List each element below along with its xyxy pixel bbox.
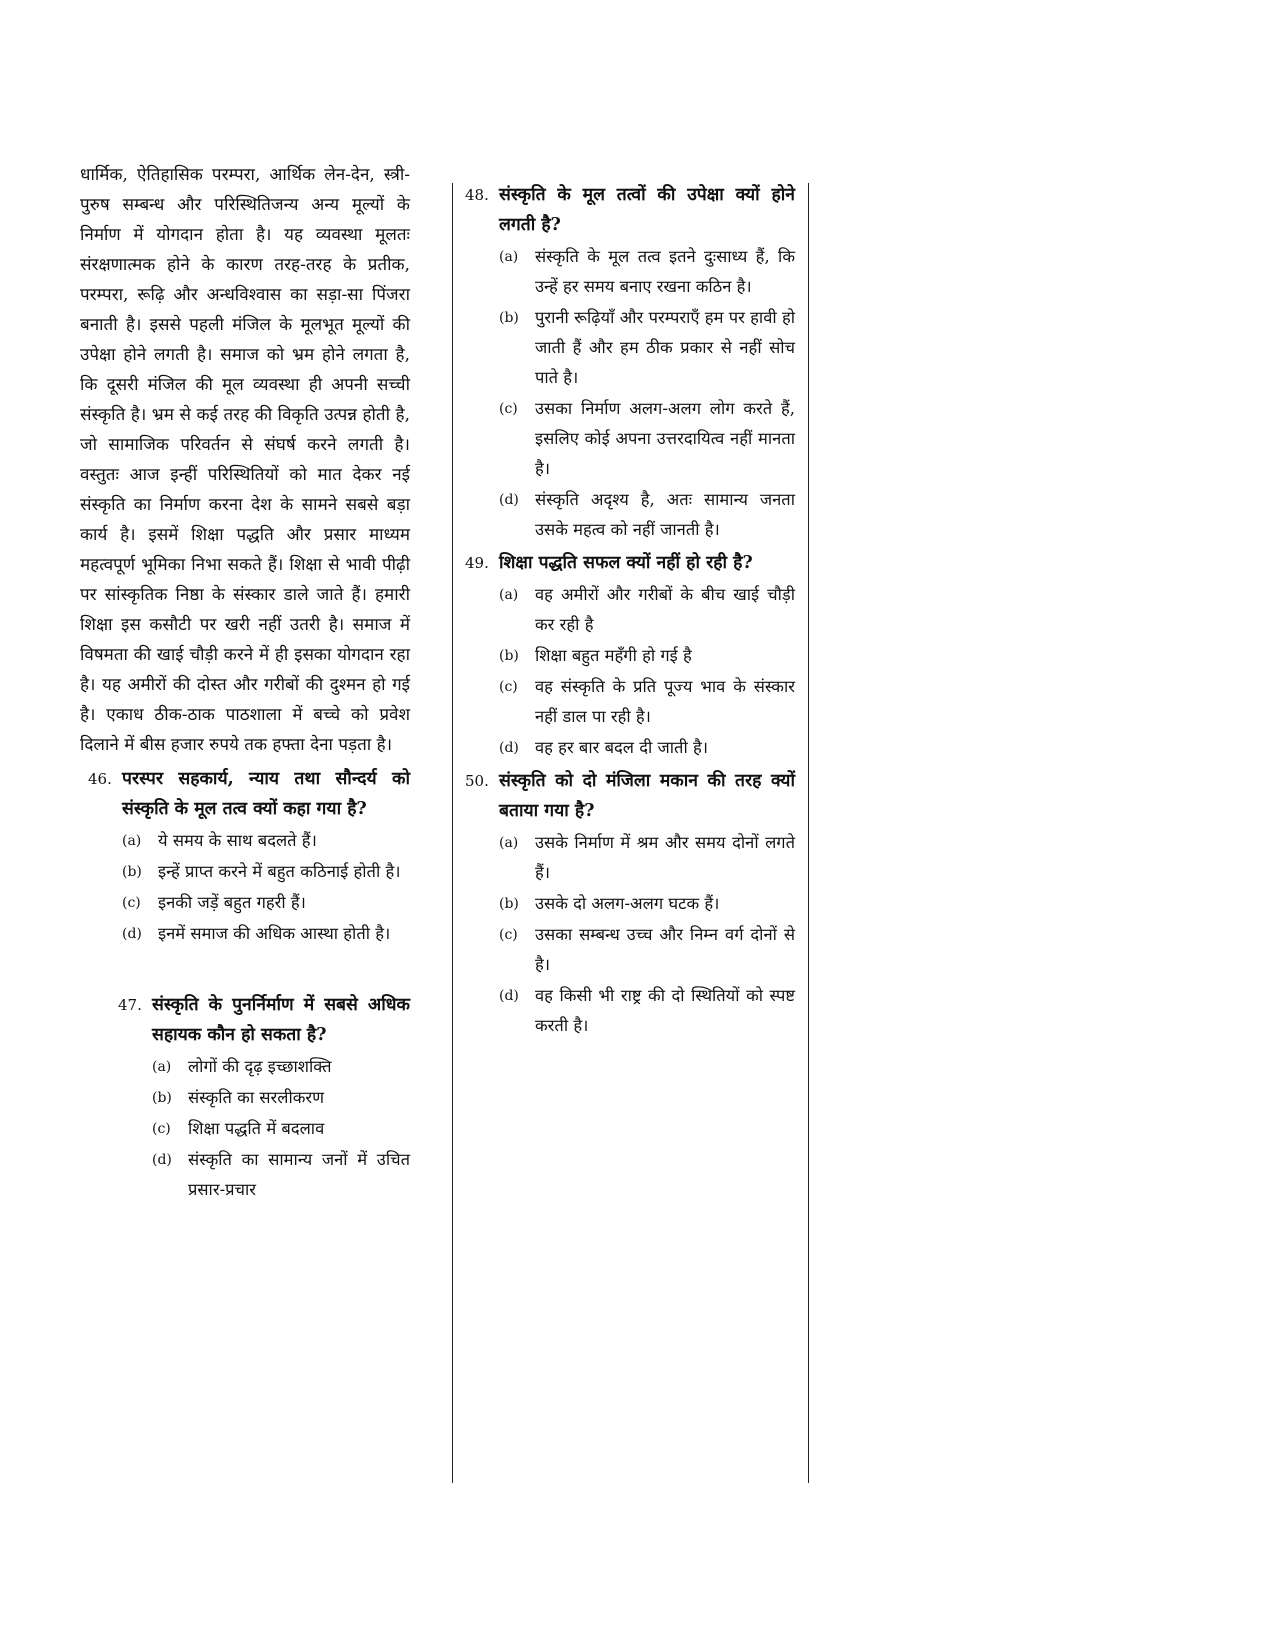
- option-label: (a): [152, 1059, 172, 1075]
- option-label: (b): [499, 310, 519, 326]
- option-b[interactable]: [122, 857, 410, 887]
- right-column: [465, 176, 795, 1042]
- option-c[interactable]: [152, 1114, 410, 1144]
- option-a[interactable]: [499, 828, 795, 888]
- option-list: [499, 828, 795, 1041]
- question-number: 47.: [118, 996, 142, 1014]
- option-label: (b): [152, 1090, 172, 1106]
- option-d[interactable]: [499, 733, 795, 763]
- question-text: शिक्षा पद्धति सफल क्यों नहीं हो रही है?: [499, 553, 753, 573]
- option-d[interactable]: [122, 919, 410, 949]
- question-number: 46.: [88, 770, 112, 788]
- option-label: (a): [499, 835, 519, 851]
- option-a[interactable]: [499, 242, 795, 302]
- question-number: 48.: [465, 186, 489, 204]
- option-label: (b): [499, 648, 519, 664]
- option-text: संस्कृति का सामान्य जनों में उचित प्रसार-प्रचार: [188, 1150, 410, 1199]
- question-text: संस्कृति के पुनर्निर्माण में सबसे अधिक सहायक कौन हो सकता है?: [152, 995, 410, 1045]
- option-label: (d): [499, 492, 519, 508]
- option-text: ये समय के साथ बदलते हैं।: [158, 831, 317, 850]
- option-label: (d): [122, 926, 142, 942]
- option-label: (b): [122, 864, 142, 880]
- question-47: [118, 990, 410, 1206]
- question-50: [465, 766, 795, 1042]
- option-b[interactable]: [499, 303, 795, 393]
- option-label: (c): [499, 401, 518, 417]
- option-d[interactable]: [152, 1145, 410, 1205]
- option-a[interactable]: [499, 580, 795, 640]
- option-text: उसके निर्माण में श्रम और समय दोनों लगते हैं।: [535, 833, 795, 882]
- option-list: [122, 826, 410, 949]
- left-column: [80, 160, 410, 1206]
- option-text: शिक्षा पद्धति में बदलाव: [188, 1119, 325, 1138]
- option-a[interactable]: [152, 1052, 410, 1082]
- option-label: (c): [499, 927, 518, 943]
- option-text: संस्कृति के मूल तत्व इतने दुःसाध्य हैं, कि उन्हें हर समय बनाए रखना कठिन है।: [535, 247, 795, 296]
- option-list: [152, 1052, 410, 1205]
- option-label: (b): [499, 896, 519, 912]
- option-c[interactable]: [122, 888, 410, 918]
- question-text: संस्कृति को दो मंजिला मकान की तरह क्यों बताया गया है?: [499, 771, 795, 821]
- option-text: शिक्षा बहुत महँगी हो गई है: [535, 646, 692, 665]
- option-text: उसका सम्बन्ध उच्च और निम्न वर्ग दोनों से है।: [535, 925, 795, 974]
- option-b[interactable]: [499, 889, 795, 919]
- column-divider: [452, 183, 453, 1483]
- question-48: [465, 180, 795, 546]
- option-text: वह संस्कृति के प्रति पूज्य भाव के संस्कार नहीं डाल पा रही है।: [535, 677, 795, 726]
- option-c[interactable]: [499, 672, 795, 732]
- option-text: उसके दो अलग-अलग घटक हैं।: [535, 894, 720, 913]
- question-text: संस्कृति के मूल तत्वों की उपेक्षा क्यों होने लगती है?: [499, 185, 795, 235]
- option-text: वह किसी भी राष्ट्र की दो स्थितियों को स्पष्ट करती है।: [535, 986, 795, 1035]
- option-c[interactable]: [499, 920, 795, 980]
- column-divider: [808, 183, 809, 1483]
- option-text: इनमें समाज की अधिक आस्था होती है।: [158, 924, 391, 943]
- question-number: 50.: [465, 772, 489, 790]
- option-label: (c): [122, 895, 141, 911]
- option-text: इनकी जड़ें बहुत गहरी हैं।: [158, 893, 306, 912]
- option-text: संस्कृति का सरलीकरण: [188, 1088, 325, 1107]
- option-list: [499, 580, 795, 763]
- option-label: (a): [499, 249, 519, 265]
- option-text: उसका निर्माण अलग-अलग लोग करते हैं, इसलिए कोई अपना उत्तरदायित्व नहीं मानता है।: [535, 399, 795, 478]
- option-label: (c): [152, 1121, 171, 1137]
- question-46: [88, 764, 410, 950]
- option-list: [499, 242, 795, 545]
- option-text: पुरानी रूढ़ियाँ और परम्पराएँ हम पर हावी हो जाती हैं और हम ठीक प्रकार से नहीं सोच पाते है।: [535, 308, 795, 387]
- option-b[interactable]: [152, 1083, 410, 1113]
- question-text: परस्पर सहकार्य, न्याय तथा सौन्दर्य को संस्कृति के मूल तत्व क्यों कहा गया है?: [122, 769, 410, 819]
- option-text: वह अमीरों और गरीबों के बीच खाई चौड़ी कर रही है: [535, 585, 795, 634]
- option-a[interactable]: [122, 826, 410, 856]
- option-text: लोगों की दृढ़ इच्छाशक्ति: [188, 1057, 332, 1076]
- option-c[interactable]: [499, 394, 795, 484]
- option-label: (c): [499, 679, 518, 695]
- option-text: इन्हें प्राप्त करने में बहुत कठिनाई होती है।: [158, 862, 401, 881]
- question-number: 49.: [465, 554, 489, 572]
- option-label: (a): [122, 833, 142, 849]
- option-label: (d): [499, 988, 519, 1004]
- option-text: संस्कृति अदृश्य है, अतः सामान्य जनता उसके महत्व को नहीं जानती है।: [535, 490, 795, 539]
- passage-text: धार्मिक, ऐतिहासिक परम्परा, आर्थिक लेन-देन, स्त्री-पुरुष सम्बन्ध और परिस्थितिजन्य अन्य मूल्यों के निर्माण में योगदान होता है। यह व्यवस्था मूलतः संरक्षणात्मक होने के कारण तरह-तरह के प्रतीक, परम्परा, रूढ़ि और अन्धविश्वास का सड़ा-सा पिंजरा बनाती है। इससे पहली मंजिल के मूलभूत मूल्यों की उपेक्षा होने लगती है। समाज को भ्रम होने लगता है, कि दूसरी मंजिल की मूल व्यवस्था ही अपनी सच्ची संस्कृति है। भ्रम से कई तरह की विकृति उत्पन्न होती है, जो सामाजिक परिवर्तन से संघर्ष करने लगती है। वस्तुतः आज इन्हीं परिस्थितियों को मात देकर नई संस्कृति का निर्माण करना देश के सामने सबसे बड़ा कार्य है। इसमें शिक्षा पद्धति और प्रसार माध्यम महत्वपूर्ण भूमिका निभा सकते हैं। शिक्षा से भावी पीढ़ी पर सांस्कृतिक निष्ठा के संस्कार डाले जाते हैं। हमारी शिक्षा इस कसौटी पर खरी नहीं उतरी है। समाज में विषमता की खाई चौड़ी करने में ही इसका योगदान रहा है। यह अमीरों की दोस्त और गरीबों की दुश्मन हो गई है। एकाध ठीक-ठाक पाठशाला में बच्चे को प्रवेश दिलाने में बीस हजार रुपये तक हफ्ता देना पड़ता है।: [80, 165, 410, 755]
- option-d[interactable]: [499, 981, 795, 1041]
- option-b[interactable]: [499, 641, 795, 671]
- question-49: [465, 548, 795, 764]
- option-label: (a): [499, 587, 519, 603]
- option-label: (d): [499, 740, 519, 756]
- option-d[interactable]: [499, 485, 795, 545]
- option-label: (d): [152, 1152, 172, 1168]
- option-text: वह हर बार बदल दी जाती है।: [535, 738, 708, 757]
